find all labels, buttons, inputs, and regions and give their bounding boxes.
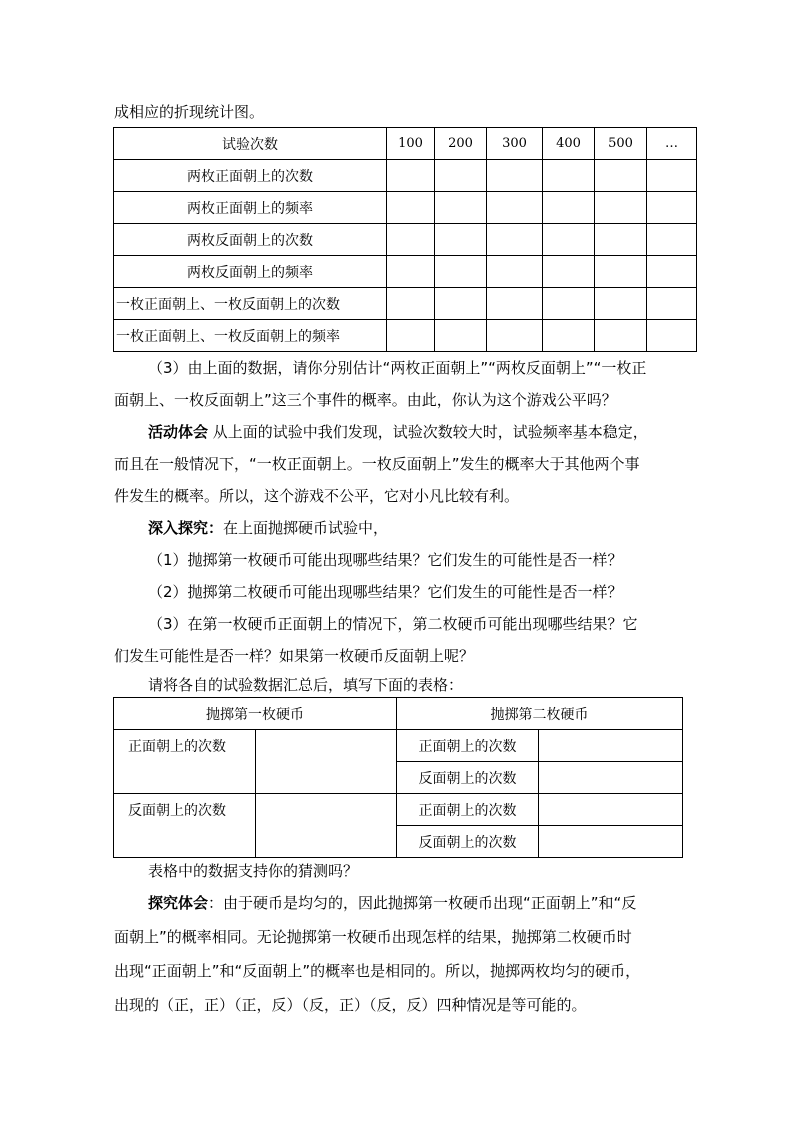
data-cell[interactable] (595, 192, 647, 224)
explore-q3-line1: （3）在第一枚硬币正面朝上的情况下，第二枚硬币可能出现哪些结果？它 (148, 615, 638, 633)
data-cell[interactable] (487, 288, 543, 320)
data-cell[interactable] (647, 256, 697, 288)
explore-q2: （2）抛掷第二枚硬币可能出现哪些结果？它们发生的可能性是否一样？ (148, 583, 623, 601)
data-cell[interactable] (543, 320, 595, 352)
table-row (114, 288, 697, 320)
data-cell[interactable] (543, 288, 595, 320)
data-cell[interactable] (543, 160, 595, 192)
data-cell[interactable] (595, 160, 647, 192)
data-cell[interactable] (435, 288, 487, 320)
data-cell[interactable] (539, 762, 683, 794)
fill-instruction: 请将各自的试验数据汇总后，填写下面的表格： (148, 676, 464, 694)
summary-text: ：由于硬币是均匀的，因此抛掷第一枚硬币出现“正面朝上”和“反 (208, 894, 637, 912)
data-cell[interactable] (595, 288, 647, 320)
data-cell[interactable] (487, 256, 543, 288)
explore-label: 深入探究： (148, 519, 224, 537)
data-cell[interactable] (435, 320, 487, 352)
explore-line (148, 512, 718, 544)
coin-table (113, 697, 683, 858)
explore-q1: （1）抛掷第一枚硬币可能出现哪些结果？它们发生的可能性是否一样？ (148, 551, 623, 569)
first-tails-label: 反面朝上的次数 (114, 794, 256, 858)
data-cell[interactable] (539, 730, 683, 762)
row-label: 两枚反面朝上的次数 (114, 224, 387, 256)
data-cell[interactable] (595, 224, 647, 256)
data-cell[interactable] (595, 256, 647, 288)
data-cell[interactable] (435, 192, 487, 224)
trial-table (113, 127, 697, 352)
explore-q3-line2: 们发生可能性是否一样？如果第一枚硬币反面朝上呢？ (114, 647, 475, 665)
table-row (114, 320, 697, 352)
header-trials: 试验次数 (114, 128, 387, 160)
data-cell[interactable] (647, 224, 697, 256)
activity-line3: 件发生的概率。所以，这个游戏不公平，它对小凡比较有利。 (114, 487, 520, 505)
header-100: 100 (387, 128, 435, 160)
data-cell[interactable] (487, 320, 543, 352)
row-label: 两枚反面朝上的频率 (114, 256, 387, 288)
second-tails-label: 反面朝上的次数 (397, 826, 539, 858)
row-label: 一枚正面朝上、一枚反面朝上的频率 (114, 320, 387, 352)
data-cell[interactable] (543, 192, 595, 224)
header-first-coin: 抛掷第一枚硬币 (114, 698, 397, 730)
activity-line2: 而且在一般情况下，“一枚正面朝上。一枚反面朝上”发生的概率大于其他两个事 (114, 455, 640, 473)
support-question: 表格中的数据支持你的猜测吗？ (148, 862, 359, 880)
table-row (114, 794, 683, 826)
explore-text: 在上面抛掷硬币试验中， (223, 519, 389, 537)
header-400: 400 (543, 128, 595, 160)
table-row (114, 160, 697, 192)
first-tails-cell[interactable] (256, 794, 397, 858)
data-cell[interactable] (543, 224, 595, 256)
table-row (114, 224, 697, 256)
data-cell[interactable] (387, 224, 435, 256)
data-cell[interactable] (487, 192, 543, 224)
summary-line2: 面朝上”的概率相同。无论抛掷第一枚硬币出现怎样的结果，抛掷第二枚硬币时 (114, 928, 632, 946)
header-ellipsis: … (647, 128, 697, 160)
data-cell[interactable] (539, 794, 683, 826)
trial-table-header-row (114, 128, 697, 160)
second-tails-label: 反面朝上的次数 (397, 762, 539, 794)
q3-line1: （3）由上面的数据，请你分别估计“两枚正面朝上”“两枚反面朝上”“一枚正 (148, 359, 647, 377)
data-cell[interactable] (387, 320, 435, 352)
activity-text: 从上面的试验中我们发现，试验次数较大时，试验频率基本稳定， (208, 423, 648, 441)
header-second-coin: 抛掷第二枚硬币 (397, 698, 683, 730)
data-cell[interactable] (595, 320, 647, 352)
second-heads-label: 正面朝上的次数 (397, 730, 539, 762)
data-cell[interactable] (539, 826, 683, 858)
data-cell[interactable] (647, 192, 697, 224)
data-cell[interactable] (487, 160, 543, 192)
summary-label: 探究体会 (148, 894, 209, 912)
data-cell[interactable] (387, 192, 435, 224)
data-cell[interactable] (647, 160, 697, 192)
row-label: 两枚正面朝上的频率 (114, 192, 387, 224)
activity-label: 活动体会 (148, 423, 209, 441)
q3-line2: 面朝上、一枚反面朝上”这三个事件的概率。由此，你认为这个游戏公平吗？ (114, 391, 617, 409)
header-500: 500 (595, 128, 647, 160)
data-cell[interactable] (435, 256, 487, 288)
data-cell[interactable] (647, 320, 697, 352)
table-row (114, 256, 697, 288)
header-200: 200 (435, 128, 487, 160)
table-row (114, 192, 697, 224)
activity-line1 (148, 416, 718, 448)
header-300: 300 (487, 128, 543, 160)
coin-table-header-row (114, 698, 683, 730)
intro-line: 成相应的折现统计图。 (114, 103, 265, 121)
data-cell[interactable] (543, 256, 595, 288)
data-cell[interactable] (435, 224, 487, 256)
first-heads-cell[interactable] (256, 730, 397, 794)
data-cell[interactable] (387, 256, 435, 288)
first-heads-label: 正面朝上的次数 (114, 730, 256, 794)
summary-line1 (148, 887, 718, 919)
data-cell[interactable] (487, 224, 543, 256)
row-label: 一枚正面朝上、一枚反面朝上的次数 (114, 288, 387, 320)
summary-line4: 出现的（正，正）（正，反）（反，正）（反，反）四种情况是等可能的。 (114, 996, 587, 1014)
summary-line3: 出现“正面朝上”和“反面朝上”的概率也是相同的。所以，抛掷两枚均匀的硬币， (114, 962, 641, 980)
data-cell[interactable] (387, 160, 435, 192)
data-cell[interactable] (435, 160, 487, 192)
second-heads-label: 正面朝上的次数 (397, 794, 539, 826)
row-label: 两枚正面朝上的次数 (114, 160, 387, 192)
data-cell[interactable] (387, 288, 435, 320)
table-row (114, 730, 683, 762)
data-cell[interactable] (647, 288, 697, 320)
